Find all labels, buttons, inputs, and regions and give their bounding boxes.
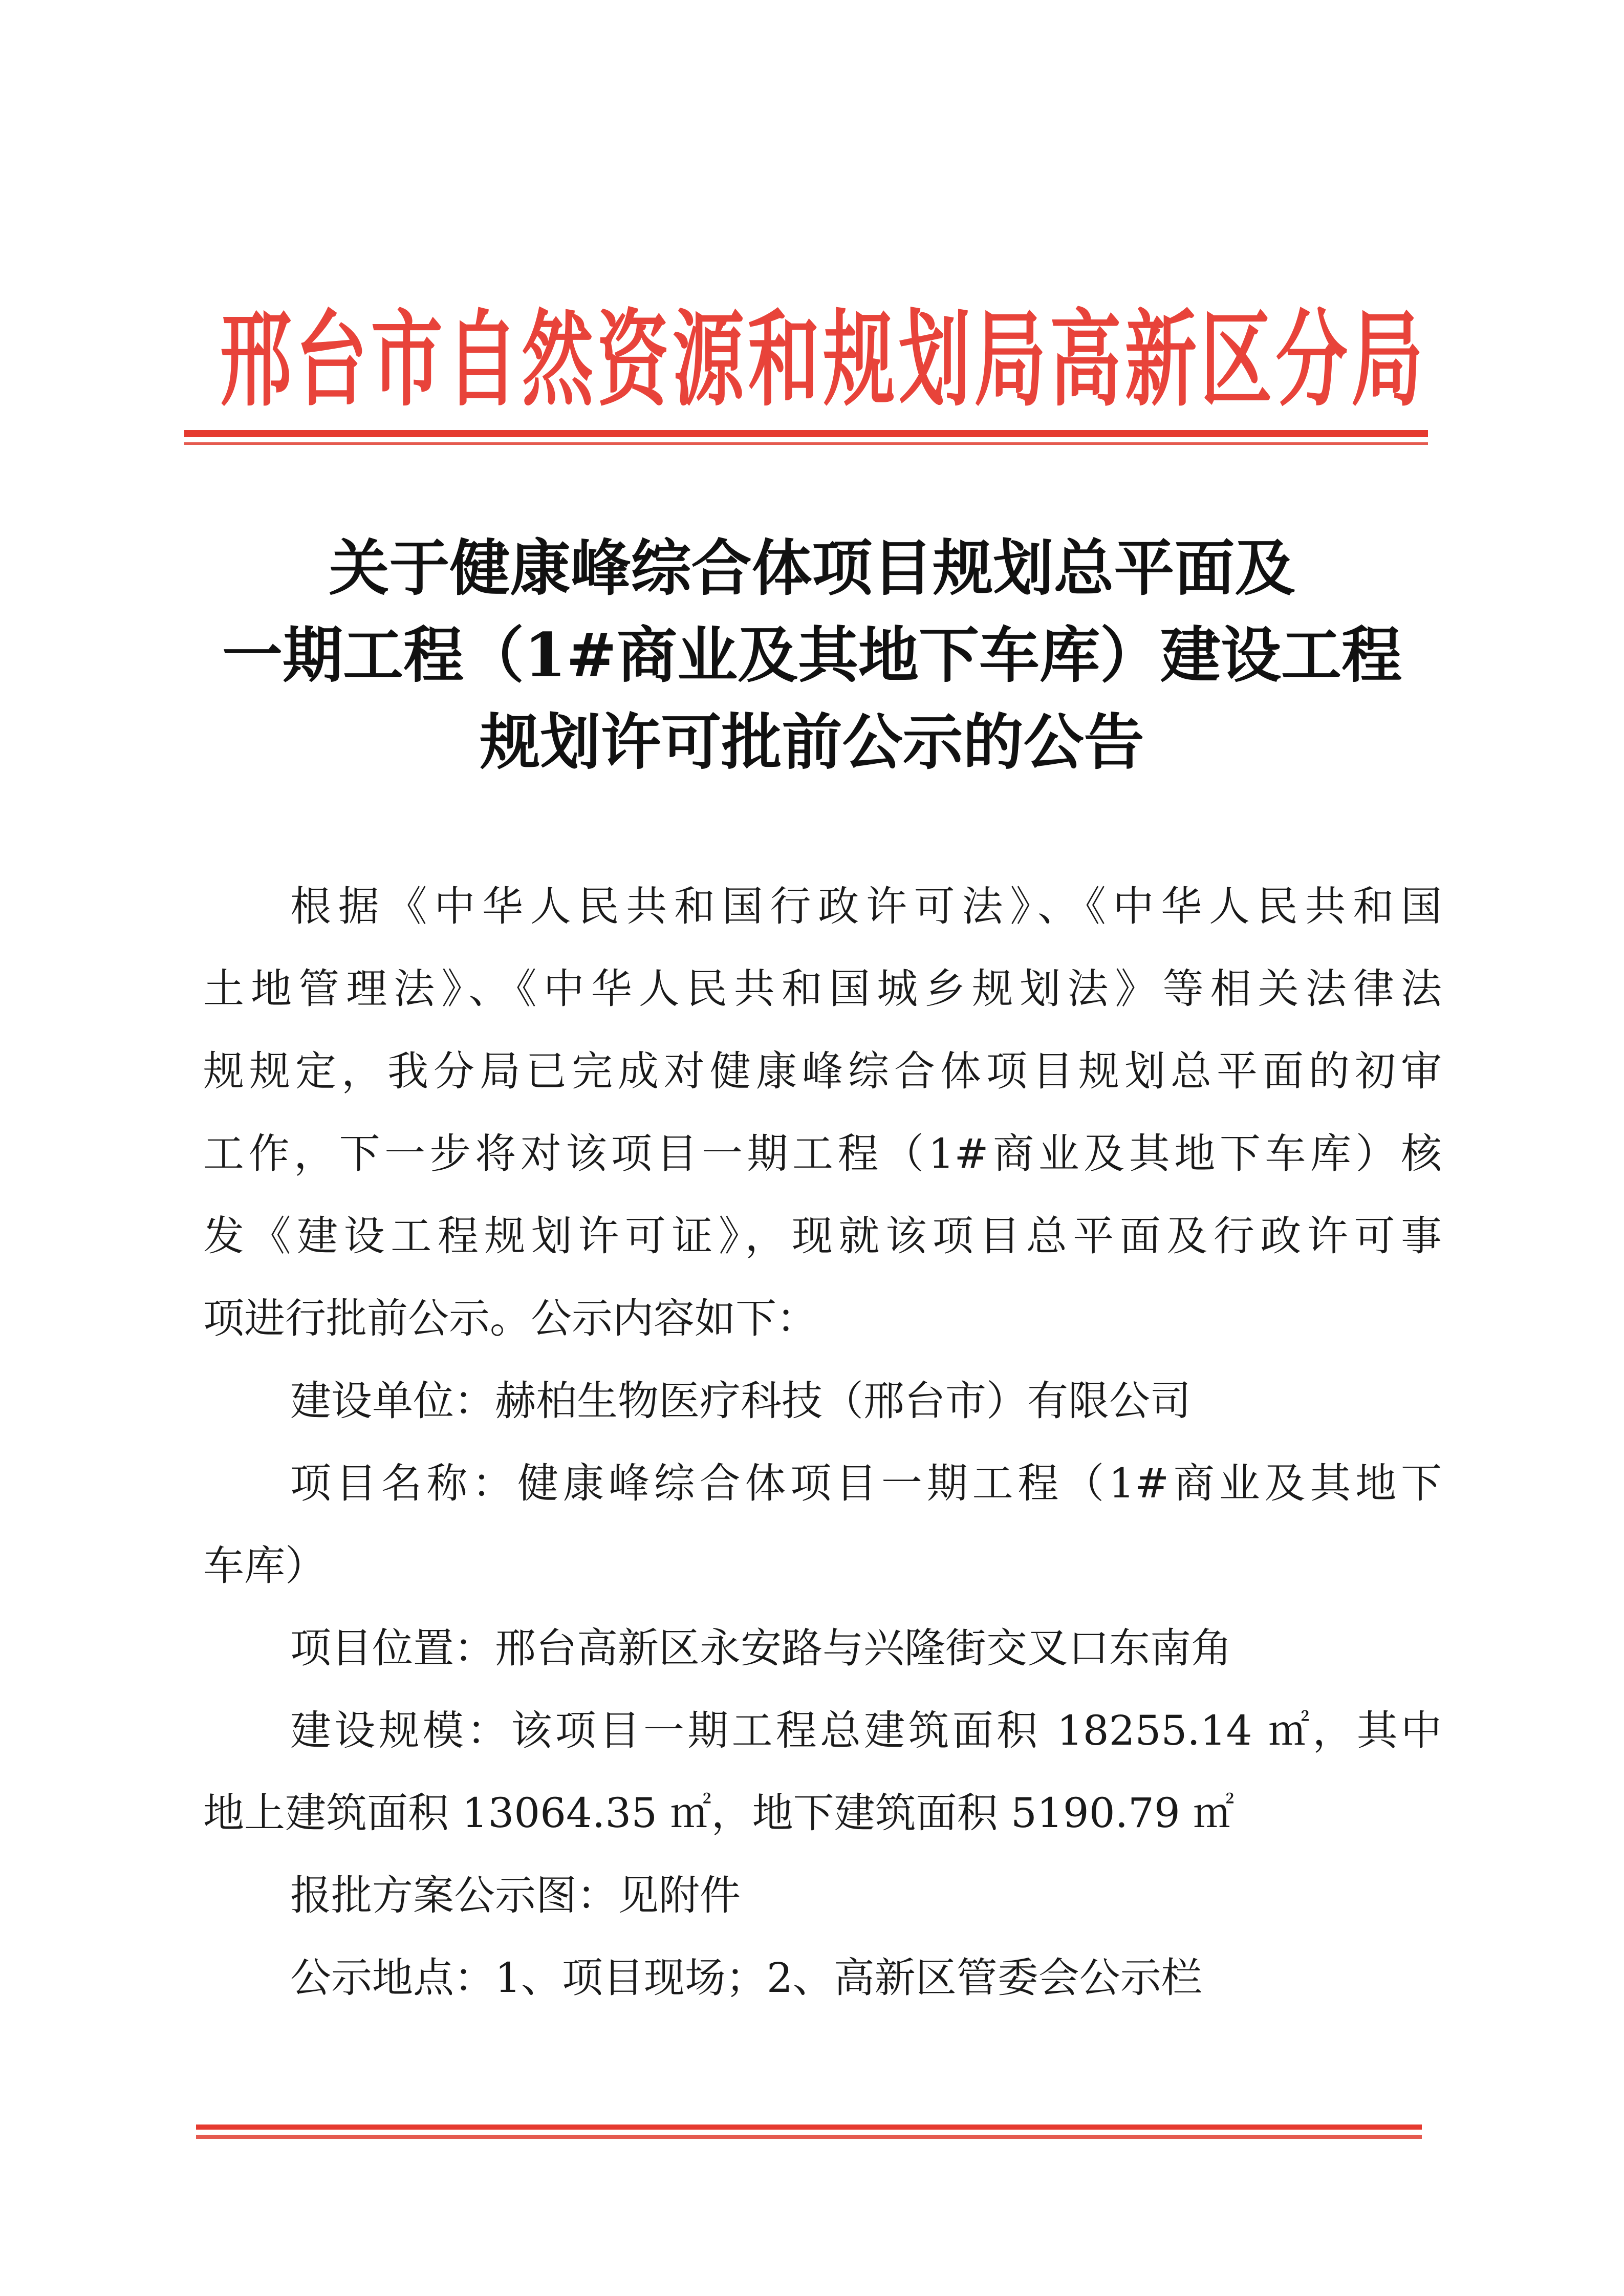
notice-title-line-2: 一期工程（1#商业及其地下车库）建设工程 bbox=[222, 619, 1402, 691]
intro-line: 发《建设工程规划许可证》，现就该项目总平面及行政许可事 bbox=[203, 1212, 1442, 1260]
footer-rule-thin bbox=[196, 2135, 1422, 2139]
intro-line: 工作，下一步将对该项目一期工程（1#商业及其地下车库）核 bbox=[203, 1130, 1442, 1177]
header-rule-thick bbox=[184, 430, 1428, 437]
intro-line: 项进行批前公示。公示内容如下： bbox=[203, 1295, 817, 1342]
footer-rule-thick bbox=[196, 2125, 1422, 2130]
project-name-cont: 车库） bbox=[203, 1542, 326, 1590]
notice-title-line-3: 规划许可批前公示的公告 bbox=[480, 706, 1144, 778]
project-name: 项目名称：健康峰综合体项目一期工程（1#商业及其地下 bbox=[290, 1460, 1442, 1507]
notice-body bbox=[203, 865, 1442, 2019]
construction-unit: 建设单位：赫柏生物医疗科技（邢台市）有限公司 bbox=[290, 1377, 1191, 1425]
construction-scale-cont: 地上建筑面积 13064.35 ㎡，地下建筑面积 5190.79 ㎡ bbox=[203, 1789, 1235, 1837]
intro-line: 根据《中华人民共和国行政许可法》、《中华人民共和国 bbox=[290, 883, 1442, 930]
header-rule-thin bbox=[184, 442, 1428, 445]
construction-scale: 建设规模：该项目一期工程总建筑面积 18255.14 ㎡，其中 bbox=[290, 1707, 1442, 1754]
project-location: 项目位置：邢台高新区永安路与兴隆街交叉口东南角 bbox=[290, 1624, 1232, 1672]
intro-line: 规规定，我分局已完成对健康峰综合体项目规划总平面的初审 bbox=[203, 1047, 1442, 1095]
agency-letterhead: 邢台市自然资源和规划局高新区分局 bbox=[220, 300, 1423, 421]
notice-title-line-1: 关于健康峰综合体项目规划总平面及 bbox=[329, 532, 1295, 604]
notice-location: 公示地点：1、项目现场；2、高新区管委会公示栏 bbox=[290, 1954, 1202, 2002]
plan-drawing: 报批方案公示图：见附件 bbox=[290, 1872, 741, 1919]
intro-line: 土地管理法》、《中华人民共和国城乡规划法》等相关法律法 bbox=[203, 965, 1442, 1013]
